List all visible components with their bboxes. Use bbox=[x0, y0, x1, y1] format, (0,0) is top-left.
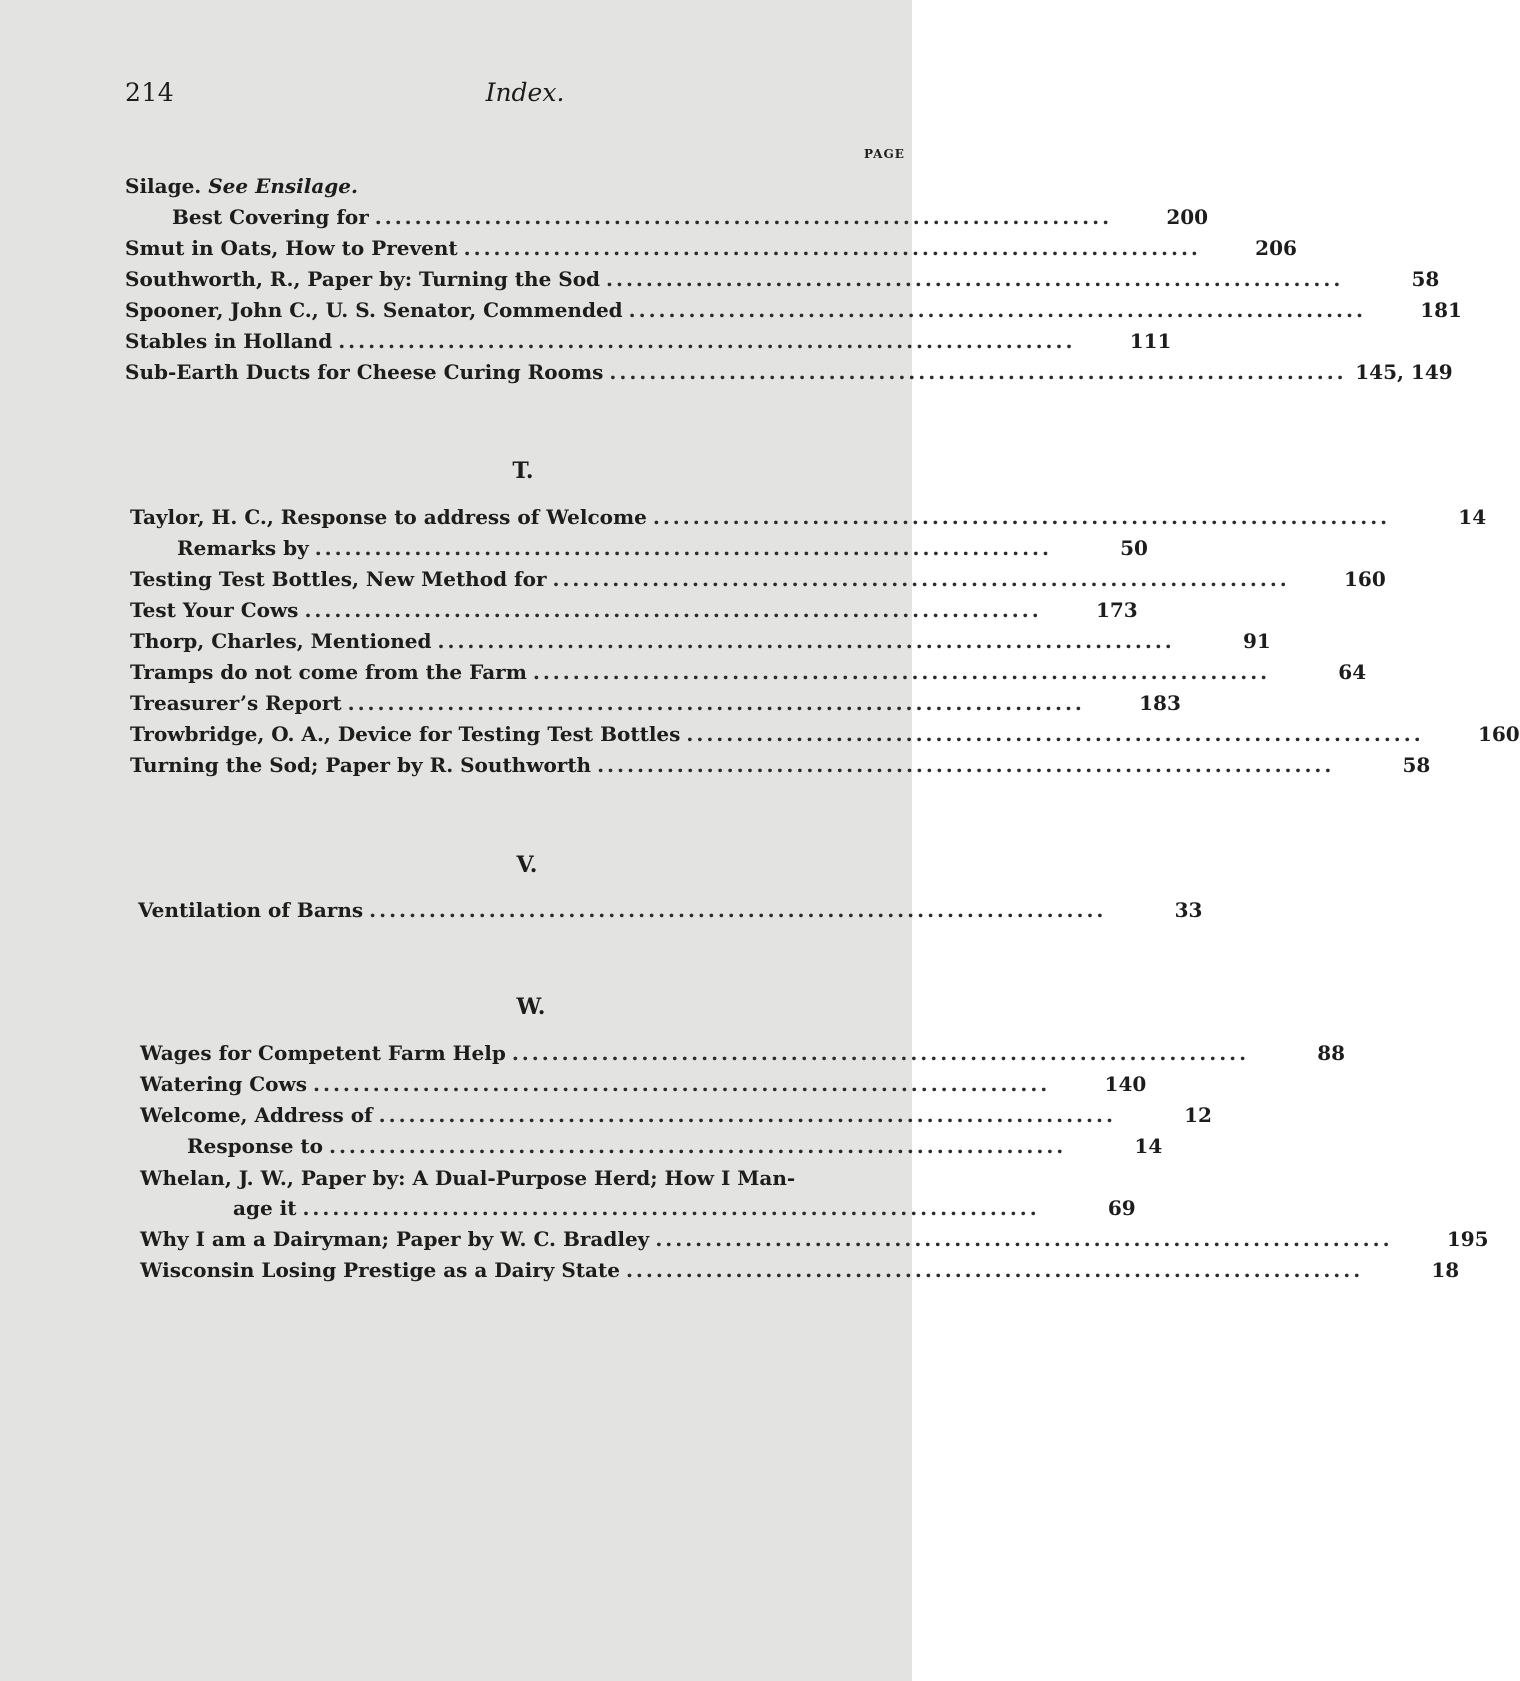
section-letter-v: V. bbox=[516, 852, 538, 878]
page-number: 214 bbox=[125, 78, 175, 107]
index-entry: Tramps do not come from the Farm .......................................................................... 64 bbox=[130, 660, 1367, 684]
index-entry: Best Covering for .......................................................................... 200 bbox=[172, 205, 1209, 229]
index-entry: Ventilation of Barns .......................................................................... 33 bbox=[138, 898, 1203, 922]
index-entry: Thorp, Charles, Mentioned .......................................................................... 91 bbox=[130, 629, 1271, 653]
index-entry: age it .......................................................................... 69 bbox=[233, 1196, 1136, 1220]
index-entry: Smut in Oats, How to Prevent .......................................................................... 206 bbox=[125, 236, 1297, 260]
index-entry: Welcome, Address of .......................................................................... 12 bbox=[140, 1103, 1212, 1127]
index-entry: Stables in Holland .......................................................................... 111 bbox=[125, 329, 1172, 353]
index-entry: Taylor, H. C., Response to address of Welcome .......................................................................... 14 bbox=[130, 505, 1487, 529]
index-entry: Treasurer’s Report .......................................................................... 183 bbox=[130, 691, 1181, 715]
index-entry: Trowbridge, O. A., Device for Testing Test Bottles .......................................................................... 160 bbox=[130, 722, 1520, 746]
index-entry: Southworth, R., Paper by: Turning the Sod .......................................................................... 58 bbox=[125, 267, 1440, 291]
index-entry: Wages for Competent Farm Help .......................................................................... 88 bbox=[140, 1041, 1346, 1065]
index-entry: Turning the Sod; Paper by R. Southworth .......................................................................... 58 bbox=[130, 753, 1431, 777]
index-entry-silage: Silage. See Ensilage. bbox=[125, 174, 358, 198]
index-entry: Why I am a Dairyman; Paper by W. C. Bradley .......................................................................... 195 bbox=[140, 1227, 1489, 1251]
section-letter-t: T. bbox=[512, 458, 534, 484]
index-entry: Watering Cows .......................................................................... 140 bbox=[140, 1072, 1147, 1096]
index-entry: Test Your Cows .......................................................................... 173 bbox=[130, 598, 1138, 622]
page-column-label: PAGE bbox=[864, 147, 905, 161]
index-entry-whelan: Whelan, J. W., Paper by: A Dual-Purpose Herd; How I Man- bbox=[140, 1166, 796, 1190]
cross-reference: See Ensilage. bbox=[208, 174, 358, 198]
index-entry: Remarks by .......................................................................... 50 bbox=[177, 536, 1148, 560]
index-entry: Wisconsin Losing Prestige as a Dairy State .......................................................................... 18 bbox=[140, 1258, 1460, 1282]
page-title: Index. bbox=[485, 78, 565, 107]
index-entry: Sub-Earth Ducts for Cheese Curing Rooms .......................................................................... 145, 149 bbox=[125, 360, 1453, 384]
index-entry: Spooner, John C., U. S. Senator, Commended .......................................................................... 181 bbox=[125, 298, 1462, 322]
index-entry: Response to .......................................................................... 14 bbox=[187, 1134, 1163, 1158]
section-letter-w: W. bbox=[516, 994, 546, 1020]
index-entry: Testing Test Bottles, New Method for .......................................................................... 160 bbox=[130, 567, 1386, 591]
